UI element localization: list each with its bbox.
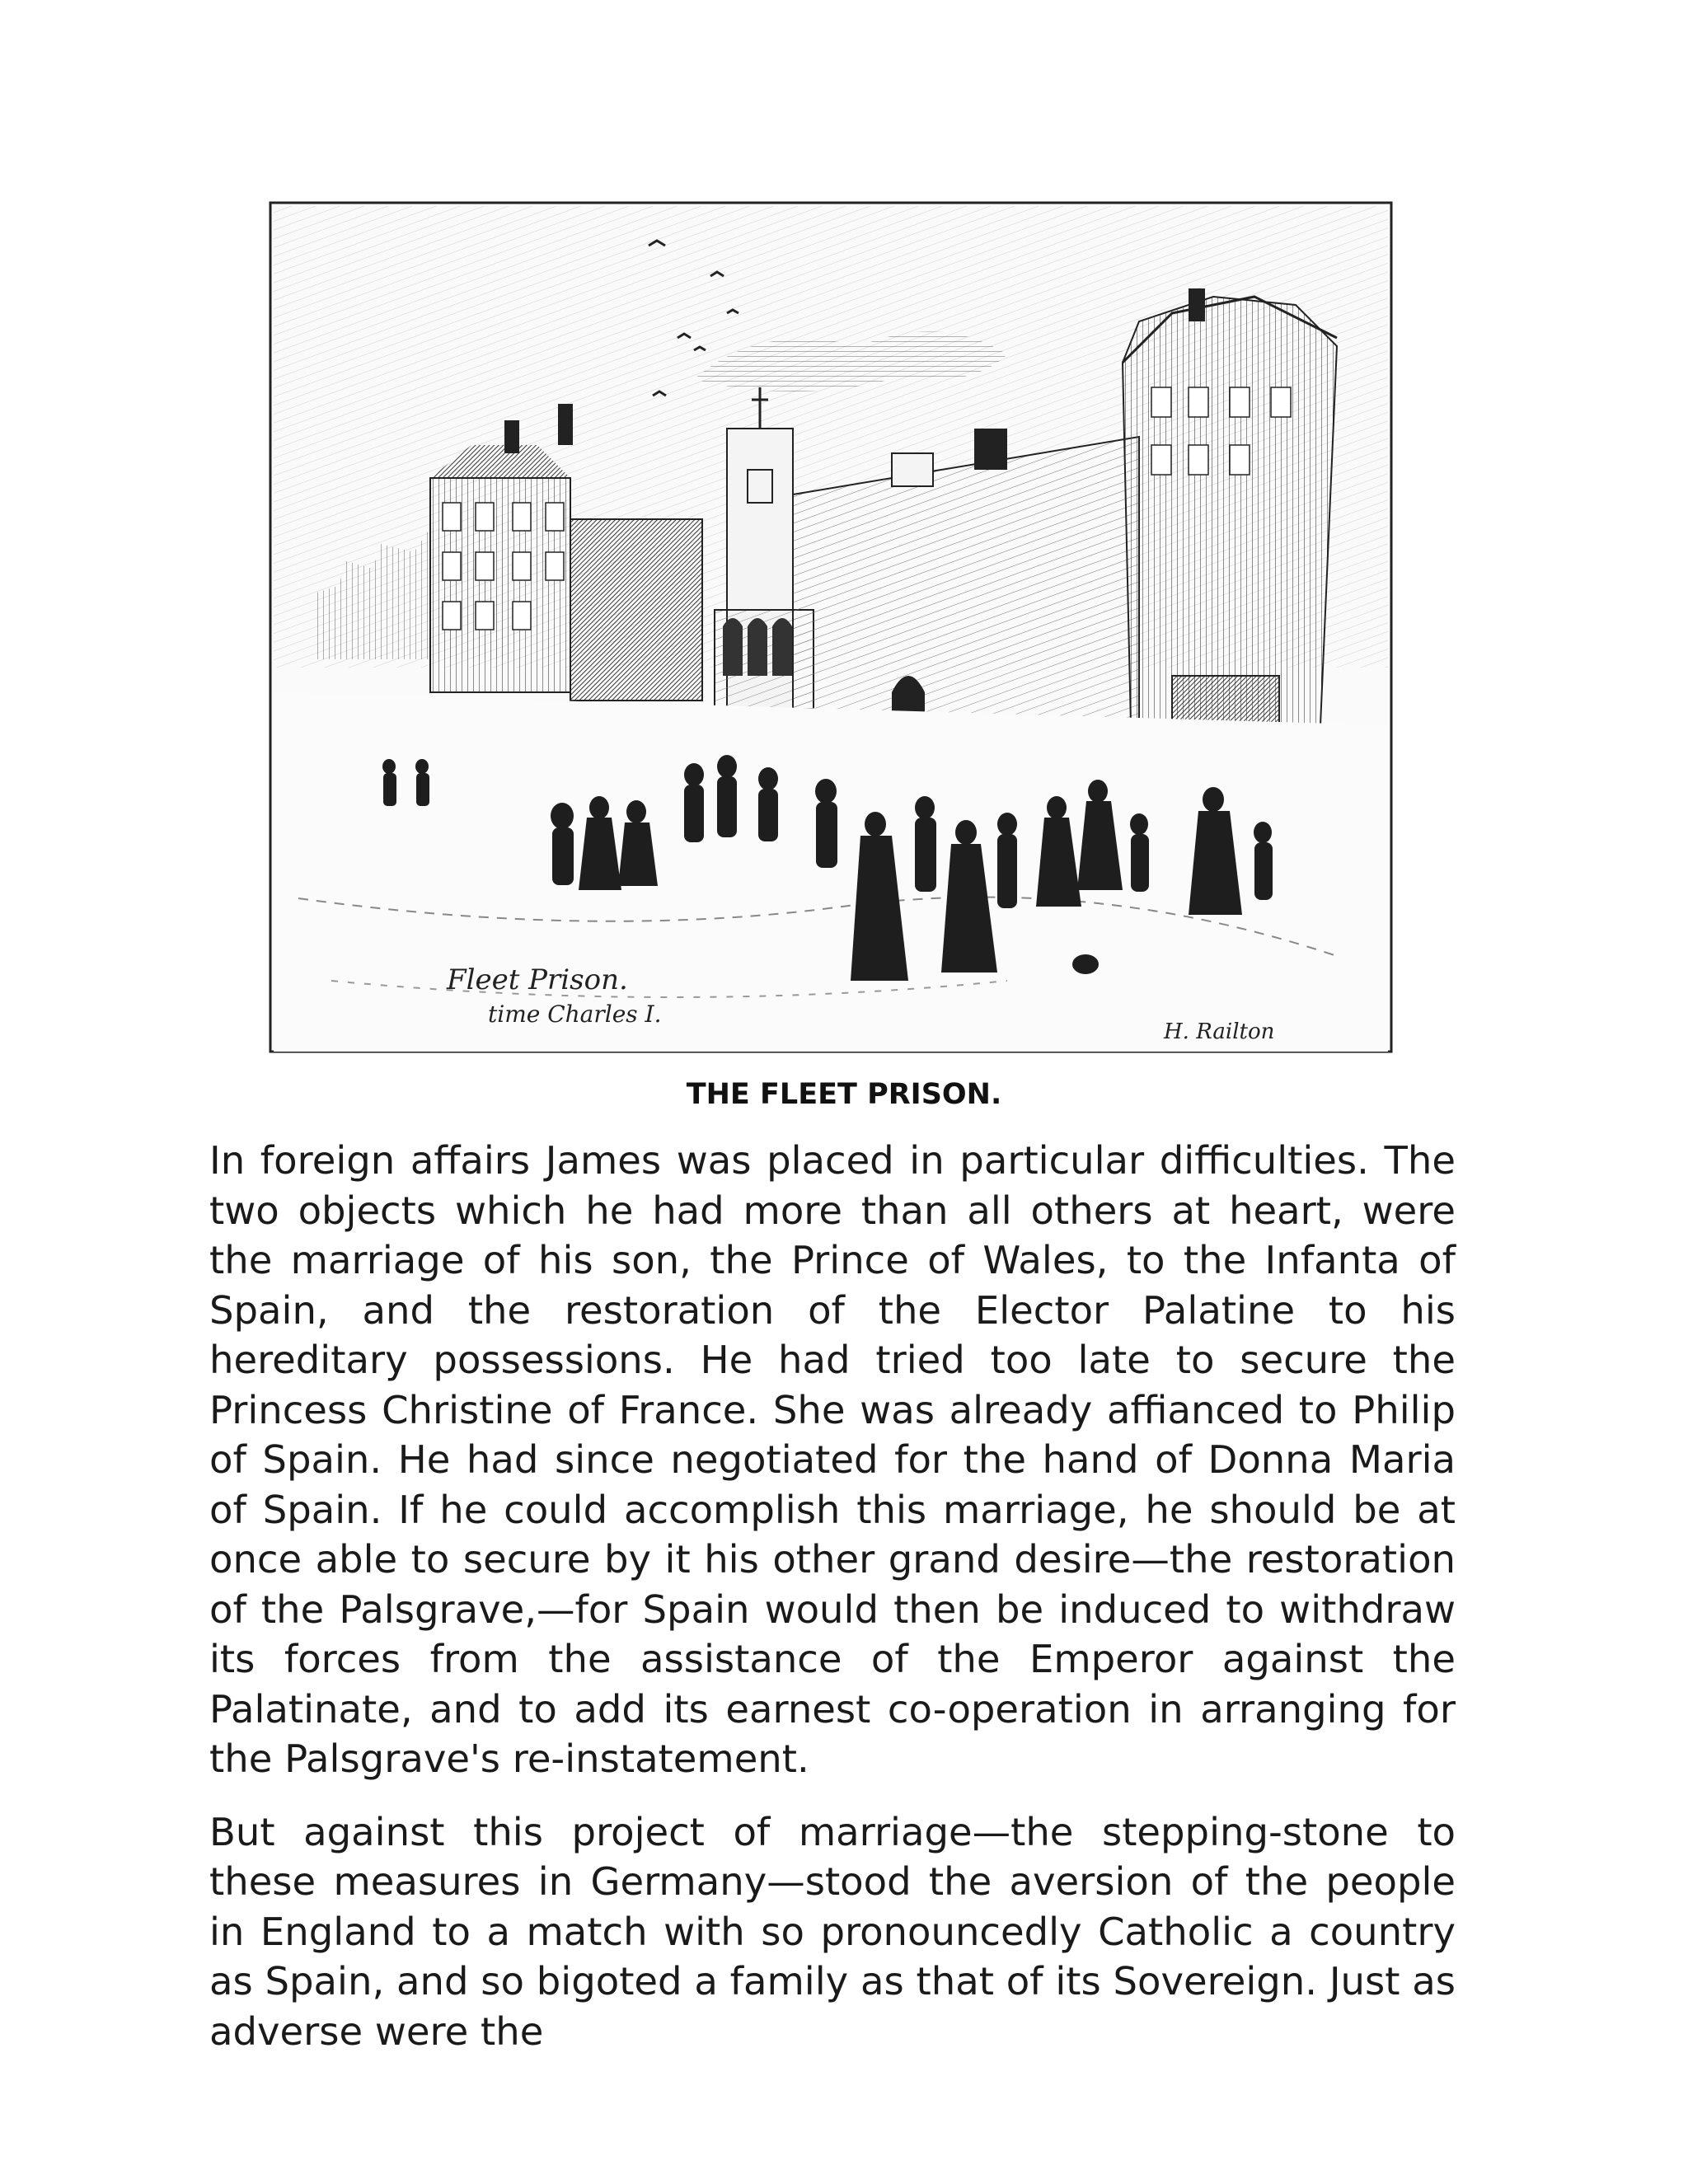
inscription-right: H. Railton <box>1164 1019 1275 1044</box>
paragraph: But against this project of marriage—the stepping-stone to these measures in Germany—stood the aversion of the people in England to a match with so pronouncedly Catholic a country as Spain, and so bigoted a family as that of its Sovereign. Just as adverse were the <box>209 1809 1456 2054</box>
illustration-fleet-prison <box>265 198 1396 1057</box>
engraving-image <box>265 198 1396 1057</box>
inscription-left-sub: time Charles I. <box>488 1001 662 1028</box>
paragraph: In foreign affairs James was placed in particular difficulties. The two objects which he had more than all others at heart, were the marriage of his son, the Prince of Wales, to the Infanta of Spain, and the restoration of the Elector Palatine to his hereditary possessions. He had tried too late to secure the Princess Christine of France. She was already affianced to Philip of Spain. He had since negotiated for the hand of Donna Maria of Spain. If he could accomplish this marriage, he should be at once able to secure by it his other grand desire—the restoration of the Palsgrave,—for Spain would then be induced to withdraw its forces from the assistance of the Emperor against the Palatinate, and to add its earnest co-operation in arranging for the Palsgrave's re-instatement. <box>209 1138 1456 1781</box>
inscription-left: Fleet Prison. <box>447 963 628 996</box>
body-text <box>209 1136 1456 2079</box>
figure-caption: THE FLEET PRISON. <box>686 1078 1002 1111</box>
